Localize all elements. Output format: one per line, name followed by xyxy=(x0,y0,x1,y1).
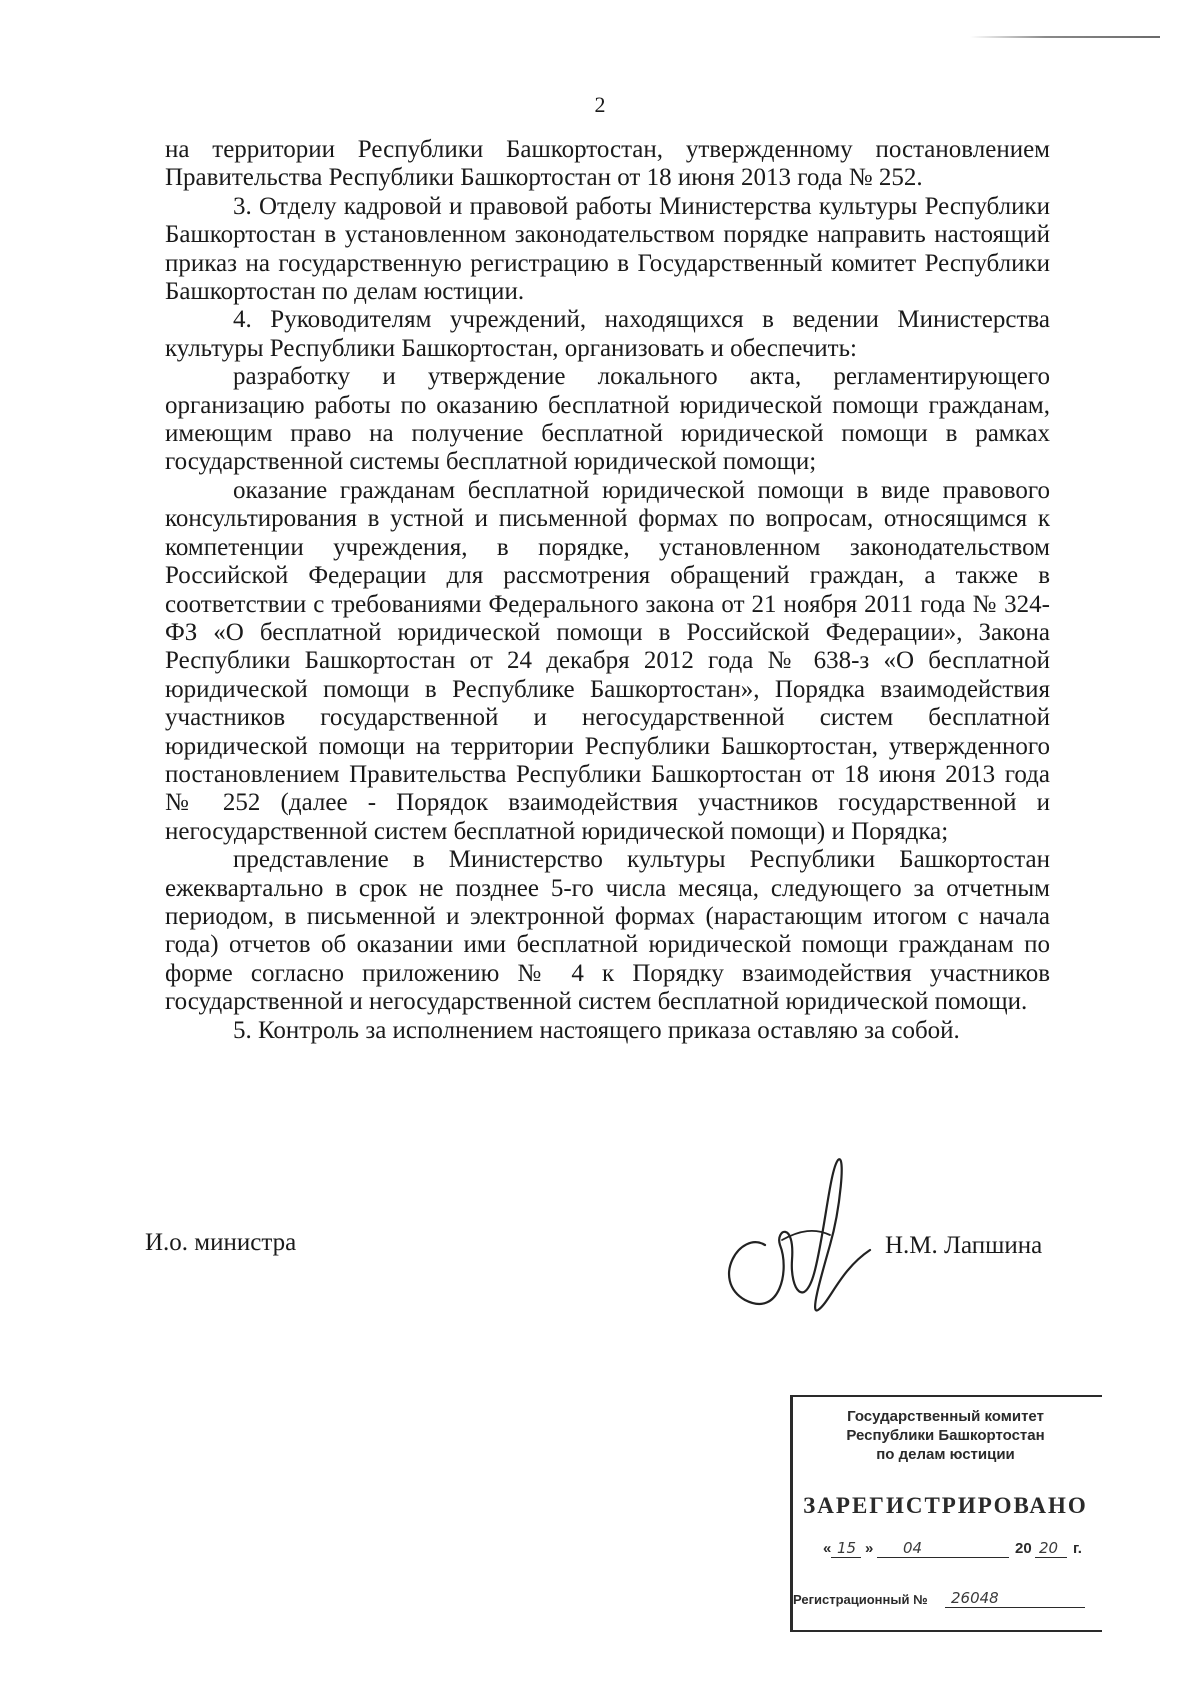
stamp-line-3: по делам юстиции xyxy=(876,1446,1015,1463)
stamp-reg-value: 26048 xyxy=(951,1589,999,1607)
stamp-day-underline xyxy=(831,1557,861,1558)
stamp-month-underline xyxy=(877,1557,1009,1558)
paragraph-item-5: 5. Контроль за исполнением настоящего приказа оставляю за собой. xyxy=(233,1016,960,1044)
stamp-bottom-border xyxy=(790,1630,1102,1632)
stamp-year-underline xyxy=(1035,1557,1067,1558)
signatory-title: И.о. министра xyxy=(145,1229,297,1256)
signatory-name: Н.М. Лапшина xyxy=(885,1232,1043,1259)
paragraph-subitem-reporting: представление в Министерство культуры Республики Башкортостан ежеквартально в срок не позднее 5-го числа месяца, следующего за отчетным периодом, в письменной и электронной формах (нарастающим итогом с начала года) отчетов об оказании ими бесплатной юридической помощи гражданам по форме согласно приложению № 4 к Порядку взаимодействия участников государственной и негосударственной систем бесплатной юридической помощи. xyxy=(165,846,1050,1016)
stamp-date-open-quote: « xyxy=(823,1540,832,1557)
paragraph-subitem-local-act: разработку и утверждение локального акта, регламентирующего организацию работы по оказанию бесплатной юридической помощи гражданам, имеющим право на получение бесплатной юридической помощи в рамках государственной системы бесплатной юридической помощи; xyxy=(165,363,1050,476)
paragraph-subitem-legal-aid: оказание гражданам бесплатной юридической помощи в виде правового консультирования в устной и письменной формах по вопросам, относящимся к компетенции учреждения, в порядке, установленном законодательством Российской Федерации для рассмотрения обращений граждан, а также в соответствии с требованиями Федерального закона от 21 ноября 2011 года № 324-ФЗ «О бесплатной юридической помощи в Российской Федерации», Закона Республики Башкортостан от 24 декабря 2012 года № 638-з «О бесплатной юридической помощи в Республике Башкортостан», Порядка взаимодействия участников государственной и негосударственной систем бесплатной юридической помощи на территории Республики Башкортостан, утвержденного постановлением Правительства Республики Башкортостан от 18 июня 2013 года № 252 (далее - Порядок взаимодействия участников государственной и негосударственной систем бесплатной юридической помощи) и Порядка; xyxy=(165,476,1050,845)
registration-stamp xyxy=(790,1395,1102,1632)
stamp-date-year-unit: г. xyxy=(1073,1540,1082,1557)
stamp-date xyxy=(823,1535,1093,1561)
stamp-date-year-prefix: 20 xyxy=(1015,1540,1032,1557)
paragraph-continuation: на территории Республики Башкортостан, утвержденному постановлением Правительства Республики Башкортостан от 18 июня 2013 года № 252. xyxy=(165,136,1050,192)
stamp-line-1: Государственный комитет xyxy=(847,1408,1044,1425)
stamp-date-close-quote: » xyxy=(865,1540,874,1557)
stamp-reg-label: Регистрационный № xyxy=(793,1592,928,1607)
stamp-reg-underline xyxy=(945,1607,1085,1608)
page-number: 2 xyxy=(594,92,606,117)
stamp-authority xyxy=(793,1407,1098,1464)
document-body xyxy=(165,136,1050,1045)
scan-edge-line xyxy=(970,36,1160,38)
stamp-date-day: 15 xyxy=(837,1539,857,1557)
paragraph-item-3: 3. Отделу кадровой и правовой работы Министерства культуры Республики Башкортостан в установленном законодательством порядке направить настоящий приказ на государственную регистрацию в Государственный комитет Республики Башкортостан по делам юстиции. xyxy=(165,192,1050,306)
handwritten-signature xyxy=(720,1150,910,1320)
paragraph-item-4: 4. Руководителям учреждений, находящихся в ведении Министерства культуры Республики Башкортостан, организовать и обеспечить: xyxy=(165,306,1050,362)
stamp-date-month: 04 xyxy=(903,1539,923,1557)
stamp-line-2: Республики Башкортостан xyxy=(846,1427,1045,1444)
stamp-registration-number xyxy=(793,1583,1101,1613)
stamp-registered-label: ЗАРЕГИСТРИРОВАНО xyxy=(803,1493,1088,1518)
stamp-date-year-suffix: 20 xyxy=(1039,1539,1059,1557)
